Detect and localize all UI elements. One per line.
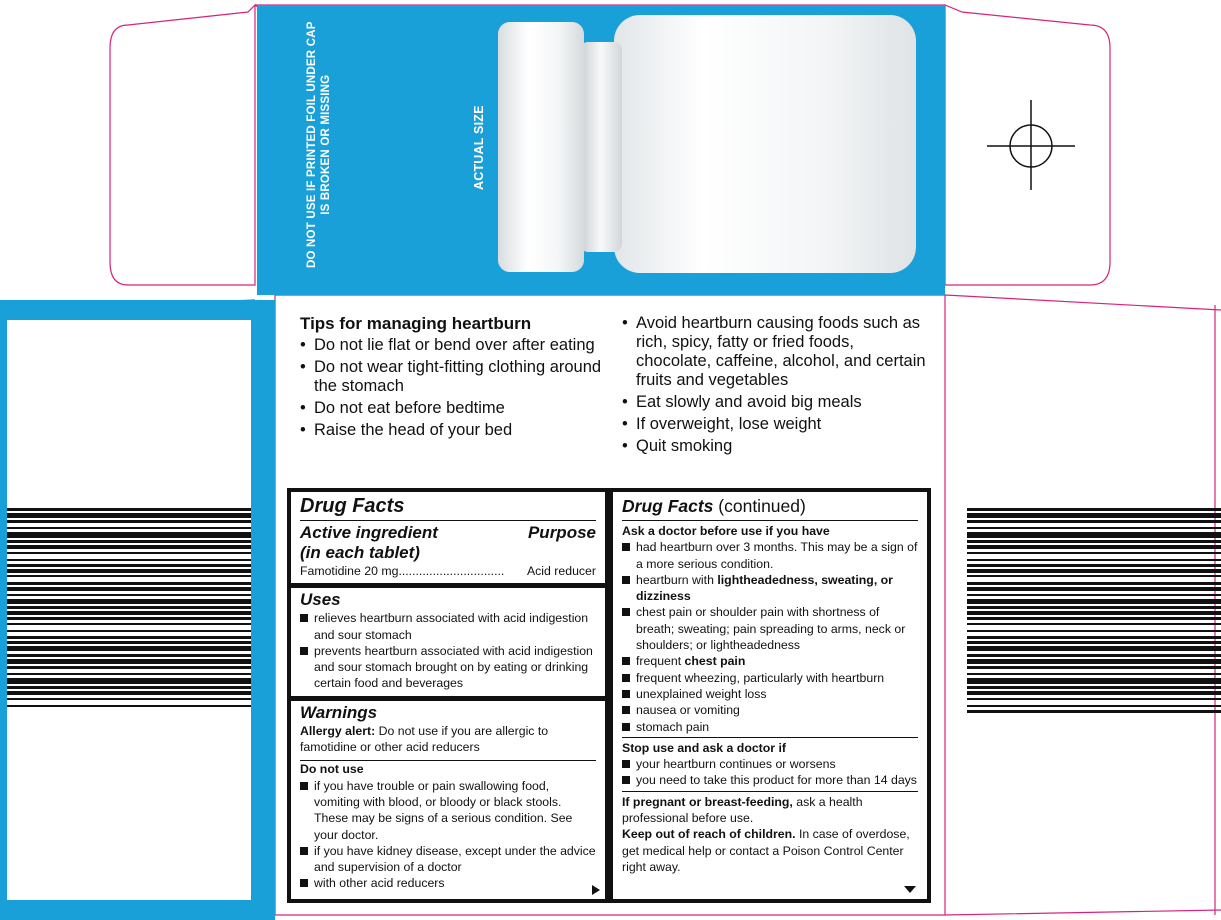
- ask-doctor-text: heartburn with: [636, 572, 718, 587]
- barcode-bar: [7, 705, 251, 707]
- barcode-bar: [7, 606, 251, 609]
- barcode-bar: [967, 552, 1221, 554]
- ingredient-name: Famotidine 20 mg: [300, 564, 399, 578]
- barcode-bar: [7, 659, 251, 664]
- warnings-heading: Warnings: [300, 702, 378, 722]
- ask-doctor-item: [622, 572, 918, 605]
- barcode-bar: [7, 559, 251, 561]
- barcode-bar: [7, 545, 251, 549]
- barcode-bar: [967, 508, 1221, 511]
- barcode-bar: [7, 630, 251, 632]
- do-not-use-text: if you have kidney disease, except under the advice and supervision of a doctor: [314, 843, 596, 875]
- barcode-bar: [967, 594, 1221, 596]
- stop-use-item: [622, 772, 918, 788]
- barcode-bar: [7, 678, 251, 684]
- continued-title: Drug Facts: [622, 496, 714, 516]
- barcode-bar: [967, 582, 1221, 585]
- barcode-bar: [967, 654, 1221, 657]
- tips-right-column: [622, 314, 932, 459]
- tip-item: • Avoid heartburn causing foods such as rich, spicy, fatty or fried foods, chocolate, caffeine, alcohol, and certain fruits and vegetables: [622, 314, 932, 390]
- stop-use-item: [622, 756, 918, 772]
- barcode-bar: [967, 666, 1221, 669]
- tip-item: • Quit smoking: [622, 437, 932, 456]
- barcode-bar: [967, 673, 1221, 675]
- ask-doctor-text: nausea or vomiting: [636, 703, 740, 718]
- barcode-left: [7, 508, 251, 708]
- tip-item: • Raise the head of your bed: [300, 421, 620, 440]
- left-top-flap: [110, 5, 255, 285]
- barcode-bar: [967, 527, 1221, 529]
- stop-use-text: you need to take this product for more than 14 days: [636, 773, 917, 788]
- do-not-use-heading: Do not use: [300, 762, 364, 777]
- ask-doctor-bold: chest pain: [684, 654, 746, 669]
- barcode-bar: [7, 594, 251, 596]
- do-not-use-item: [300, 778, 596, 843]
- use-item-text: prevents heartburn associated with acid indigestion and sour stomach brought on by eating or drinking certain food and beverages: [314, 643, 593, 691]
- barcode-bar: [967, 698, 1221, 700]
- barcode-bar: [967, 705, 1221, 707]
- barcode-bar: [7, 654, 251, 657]
- ask-doctor-item: [622, 719, 918, 735]
- registration-mark-icon: [985, 100, 1077, 192]
- ask-doctor-item: [622, 686, 918, 702]
- barcode-bar: [967, 545, 1221, 549]
- keep-out-text: In case of overdose, get medical help or contact a Poison Control Center right away.: [622, 827, 910, 874]
- barcode-bar: [7, 587, 251, 591]
- keep-out-label: Keep out of reach of children.: [622, 827, 796, 842]
- pregnant-label: If pregnant or breast-feeding,: [622, 794, 793, 809]
- barcode-bar: [967, 599, 1221, 604]
- tip-item: • Eat slowly and avoid big meals: [622, 393, 932, 412]
- barcode-bar: [7, 569, 251, 573]
- ask-doctor-text: had heartburn over 3 months. This may be a sign of a more serious condition.: [636, 540, 918, 571]
- use-item-text: relieves heartburn associated with acid indigestion and sour stomach: [314, 611, 589, 642]
- barcode-bar: [967, 532, 1221, 538]
- barcode-bar: [7, 508, 251, 511]
- barcode-bar: [967, 678, 1221, 684]
- barcode-bar: [967, 710, 1221, 713]
- barcode-bar: [7, 691, 251, 695]
- barcode-bar: [967, 540, 1221, 543]
- stop-use-heading: Stop use and ask a doctor if: [622, 740, 786, 755]
- ask-doctor-text: stomach pain: [636, 719, 710, 734]
- active-ingredient-subheading: (in each tablet): [300, 543, 420, 562]
- tip-item: • Do not wear tight-fitting clothing around the stomach: [300, 358, 620, 396]
- bottle-cap-image: [498, 22, 584, 272]
- drug-facts-title: Drug Facts: [300, 495, 405, 517]
- do-not-use-text: if you have trouble or pain swallowing food, vomiting with blood, or bloody or black stools. These may be signs of a serious condition. See your doctor.: [314, 778, 573, 842]
- actual-size-label: ACTUAL SIZE: [472, 105, 486, 190]
- barcode-bar: [7, 641, 251, 644]
- ask-doctor-text: frequent wheezing, particularly with heartburn: [636, 670, 885, 685]
- drug-facts-box: [287, 488, 931, 903]
- bottle-neck-image: [580, 42, 622, 252]
- drug-facts-left-column: [291, 492, 605, 899]
- barcode-bar: [7, 646, 251, 651]
- barcode-bar: [967, 569, 1221, 573]
- foil-warning-line2: IS BROKEN OR MISSING: [320, 74, 332, 215]
- barcode-bar: [967, 587, 1221, 591]
- ask-doctor-item: [622, 670, 918, 686]
- use-item: [300, 610, 596, 643]
- use-item: [300, 643, 596, 692]
- barcode-bar: [967, 513, 1221, 518]
- ask-doctor-item: [622, 653, 918, 669]
- do-not-use-item: [300, 875, 596, 891]
- ask-doctor-heading: Ask a doctor before use if you have: [622, 524, 830, 538]
- barcode-bar: [967, 691, 1221, 695]
- tips-title: Tips for managing heartburn: [300, 314, 532, 333]
- barcode-bar: [7, 666, 251, 669]
- tips-left-column: [300, 314, 620, 443]
- barcode-bar: [7, 673, 251, 675]
- barcode-bar: [967, 646, 1221, 651]
- barcode-bar: [7, 540, 251, 543]
- barcode-bar: [967, 623, 1221, 625]
- barcode-bar: [7, 582, 251, 585]
- do-not-use-text: with other acid reducers: [314, 876, 445, 891]
- ask-doctor-item: [622, 539, 918, 572]
- allergy-alert-label: Allergy alert:: [300, 723, 376, 738]
- barcode-bar: [7, 617, 251, 620]
- purpose-heading: Purpose: [527, 523, 596, 542]
- barcode-bar: [7, 513, 251, 518]
- barcode-bar: [967, 659, 1221, 664]
- ask-doctor-item: [622, 604, 918, 653]
- barcode-bar: [7, 636, 251, 639]
- ask-doctor-text: frequent: [636, 654, 685, 669]
- barcode-right: [967, 508, 1221, 713]
- foil-warning-line1: DO NOT USE IF PRINTED FOIL UNDER CAP: [306, 21, 318, 268]
- barcode-bar: [967, 611, 1221, 615]
- barcode-bar: [7, 564, 251, 567]
- tip-item: • Do not eat before bedtime: [300, 399, 620, 418]
- ask-doctor-bold: lightheadedness, sweating, or dizziness: [636, 572, 893, 604]
- barcode-bar: [967, 575, 1221, 577]
- barcode-bar: [967, 559, 1221, 561]
- barcode-bar: [7, 599, 251, 604]
- ask-doctor-text: unexplained weight loss: [636, 686, 767, 701]
- barcode-bar: [967, 636, 1221, 639]
- continue-down-arrow-icon: [903, 885, 917, 894]
- barcode-bar: [967, 617, 1221, 620]
- barcode-bar: [7, 520, 251, 523]
- barcode-bar: [967, 686, 1221, 689]
- tip-item: • Do not lie flat or bend over after eating: [300, 336, 620, 355]
- drug-facts-right-column: [613, 492, 927, 899]
- barcode-bar: [7, 527, 251, 529]
- barcode-bar: [967, 606, 1221, 609]
- ask-doctor-item: [622, 702, 918, 718]
- uses-heading: Uses: [300, 590, 341, 610]
- foil-warning-text: [305, 21, 333, 268]
- continue-arrow-icon: [591, 884, 601, 896]
- bottle-body-image: [614, 15, 916, 273]
- barcode-bar: [967, 641, 1221, 644]
- barcode-bar: [7, 532, 251, 538]
- continued-suffix: (continued): [718, 496, 806, 516]
- barcode-bar: [7, 575, 251, 577]
- barcode-bar: [7, 698, 251, 700]
- barcode-bar: [7, 686, 251, 689]
- ingredient-dots: ...............................: [398, 564, 505, 578]
- ingredient-purpose: Acid reducer: [526, 564, 596, 578]
- barcode-bar: [7, 623, 251, 625]
- tip-item: • If overweight, lose weight: [622, 415, 932, 434]
- barcode-bar: [7, 611, 251, 615]
- active-ingredient-heading: Active ingredient: [300, 523, 438, 542]
- allergy-alert-text: Do not use if you are allergic to famotidine or other acid reducers: [300, 723, 549, 755]
- stop-use-text: your heartburn continues or worsens: [636, 757, 836, 772]
- barcode-bar: [967, 564, 1221, 567]
- barcode-bar: [967, 630, 1221, 632]
- pregnant-text: ask a health professional before use.: [622, 794, 863, 826]
- barcode-bar: [967, 520, 1221, 523]
- barcode-bar: [7, 552, 251, 554]
- do-not-use-item: [300, 843, 596, 876]
- ask-doctor-text: chest pain or shoulder pain with shortness of breath; sweating; pain spreading to arms, neck or shoulders; or lightheadedness: [636, 605, 906, 653]
